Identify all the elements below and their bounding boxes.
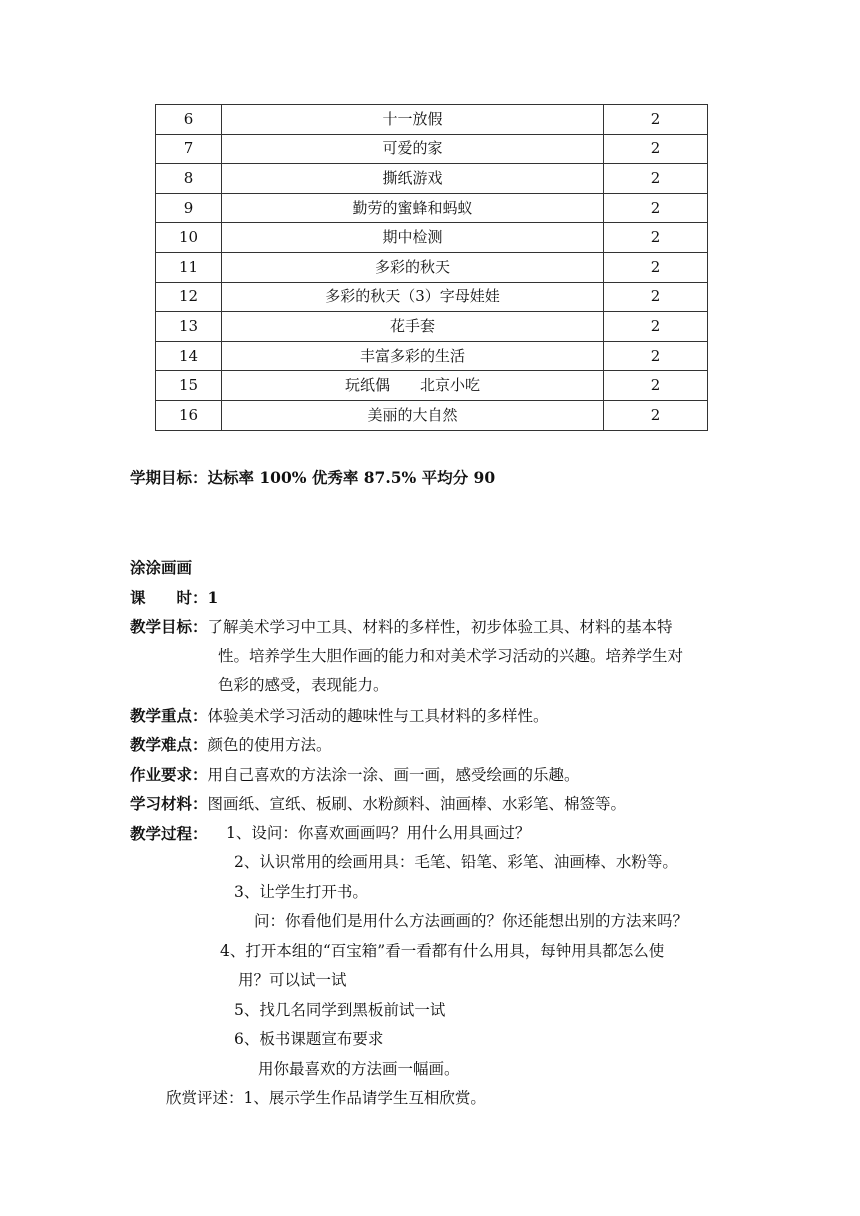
lesson-title-cell: 勤劳的蜜蜂和蚂蚁 xyxy=(222,193,604,223)
process-line-7 xyxy=(130,996,750,1026)
homework-text: 用自己喜欢的方法涂一涂、画一画，感受绘画的乐趣。 xyxy=(207,765,580,784)
table-row xyxy=(156,400,708,430)
table-row xyxy=(156,223,708,253)
focus-line xyxy=(130,701,750,731)
row-number: 11 xyxy=(156,252,222,282)
process-line-9 xyxy=(130,1055,750,1085)
row-number: 16 xyxy=(156,400,222,430)
goal-label: 教学目标： xyxy=(130,617,208,636)
lesson-title-cell: 可爱的家 xyxy=(222,134,604,164)
process-line-4 xyxy=(130,907,750,937)
process-step-5: 4、打开本组的“百宝箱”看一看都有什么用具，每钟用具都怎么使 xyxy=(220,941,665,960)
process-step-9: 用你最喜欢的方法画一幅画。 xyxy=(258,1059,460,1078)
lesson-title-cell: 多彩的秋天（3）字母娃娃 xyxy=(222,282,604,312)
process-step-8: 6、板书课题宣布要求 xyxy=(234,1030,384,1048)
lesson-schedule-table xyxy=(155,104,708,431)
process-line-6 xyxy=(130,966,750,996)
process-line-2 xyxy=(130,848,750,878)
row-number: 7 xyxy=(156,134,222,164)
hours-cell: 2 xyxy=(604,134,708,164)
focus-text: 体验美术学习活动的趣味性与工具材料的多样性。 xyxy=(207,706,549,725)
row-number: 15 xyxy=(156,371,222,401)
process-step-4: 问：你看他们是用什么方法画画的？你还能想出别的方法来吗？ xyxy=(254,912,689,930)
hours-label: 课 时： xyxy=(130,587,208,607)
hours-cell: 2 xyxy=(604,193,708,223)
process-line-3 xyxy=(130,878,750,908)
hours-cell: 2 xyxy=(604,400,708,430)
table-row xyxy=(156,193,708,223)
process-step-3: 3、让学生打开书。 xyxy=(234,882,368,901)
hours-cell: 2 xyxy=(604,282,708,312)
goal-text-2: 性。培养学生大胆作画的能力和对美术学习活动的兴趣。培养学生对 xyxy=(218,646,684,665)
row-number: 14 xyxy=(156,341,222,371)
semester-goal: 学期目标：达标率 100% 优秀率 87.5% 平均分 90 xyxy=(130,468,496,487)
goal-text-3: 色彩的感受，表现能力。 xyxy=(218,676,389,694)
lesson-plan xyxy=(130,553,750,1114)
process-line-8 xyxy=(130,1025,750,1055)
table-row xyxy=(156,164,708,194)
lesson-title-cell: 期中检测 xyxy=(222,223,604,253)
goal-line-2 xyxy=(130,642,750,672)
table-row xyxy=(156,282,708,312)
materials-line xyxy=(130,789,750,819)
table-row xyxy=(156,341,708,371)
row-number: 10 xyxy=(156,223,222,253)
lesson-title-cell: 十一放假 xyxy=(222,105,604,135)
row-number: 9 xyxy=(156,193,222,223)
table-row xyxy=(156,371,708,401)
homework-line xyxy=(130,760,750,790)
hours-cell: 2 xyxy=(604,105,708,135)
hours-cell: 2 xyxy=(604,371,708,401)
lesson-title-cell: 美丽的大自然 xyxy=(222,400,604,430)
hours-line xyxy=(130,583,750,613)
row-number: 12 xyxy=(156,282,222,312)
difficulty-text: 颜色的使用方法。 xyxy=(207,736,332,754)
goal-line-1 xyxy=(130,612,750,642)
homework-label: 作业要求： xyxy=(130,764,208,784)
lesson-title-cell: 花手套 xyxy=(222,312,604,342)
goal-line-3 xyxy=(130,671,750,701)
focus-label: 教学重点： xyxy=(130,705,208,725)
appreciation-text: 欣赏评述：1、展示学生作品请学生互相欣赏。 xyxy=(166,1089,486,1107)
hours-cell: 2 xyxy=(604,164,708,194)
materials-label: 学习材料： xyxy=(130,794,208,813)
lesson-title-cell: 丰富多彩的生活 xyxy=(222,341,604,371)
process-line-5 xyxy=(130,937,750,967)
table-row xyxy=(156,252,708,282)
process-step-1: 1、设问：你喜欢画画吗？用什么用具画过？ xyxy=(226,823,531,842)
process-line-1 xyxy=(130,819,750,849)
process-step-2: 2、认识常用的绘画用具：毛笔、铅笔、彩笔、油画棒、水粉等。 xyxy=(234,853,678,871)
process-step-6: 用？可以试一试 xyxy=(238,971,347,989)
lesson-title-cell: 多彩的秋天 xyxy=(222,252,604,282)
goal-text-1: 了解美术学习中工具、材料的多样性，初步体验工具、材料的基本特 xyxy=(207,618,673,636)
hours-cell: 2 xyxy=(604,312,708,342)
table-row xyxy=(156,105,708,135)
hours-value: 1 xyxy=(207,587,219,607)
lesson-title-cell: 玩纸偶 北京小吃 xyxy=(222,371,604,401)
difficulty-line xyxy=(130,730,750,760)
table-row xyxy=(156,312,708,342)
lesson-title-cell: 撕纸游戏 xyxy=(222,164,604,194)
hours-cell: 2 xyxy=(604,223,708,253)
row-number: 6 xyxy=(156,105,222,135)
hours-cell: 2 xyxy=(604,341,708,371)
process-label: 教学过程： xyxy=(130,823,208,843)
process-step-7: 5、找几名同学到黑板前试一试 xyxy=(234,1000,446,1019)
difficulty-label: 教学难点： xyxy=(130,735,208,754)
materials-text: 图画纸、宣纸、板刷、水粉颜料、油画棒、水彩笔、棉签等。 xyxy=(207,795,627,813)
hours-cell: 2 xyxy=(604,252,708,282)
appreciation-line xyxy=(130,1084,750,1114)
table-row xyxy=(156,134,708,164)
row-number: 13 xyxy=(156,312,222,342)
lesson-title: 涂涂画画 xyxy=(130,558,193,577)
row-number: 8 xyxy=(156,164,222,194)
schedule-body xyxy=(156,105,708,431)
